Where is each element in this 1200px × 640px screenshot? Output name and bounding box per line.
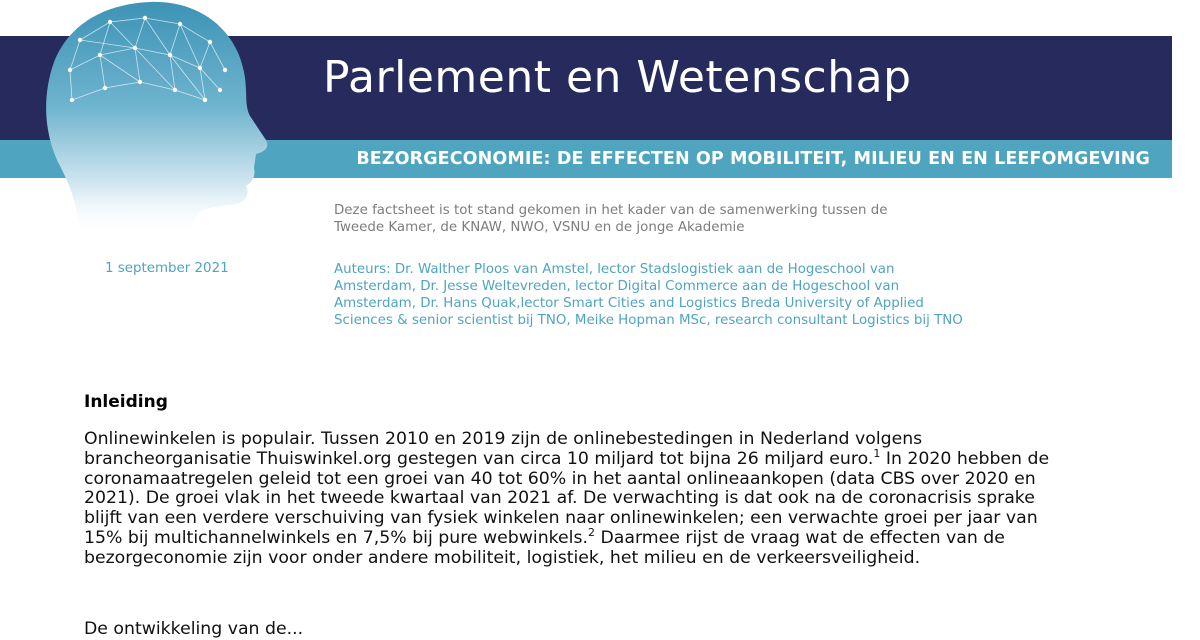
collaboration-note-line-2: Tweede Kamer, de KNAW, NWO, VSNU en de jonge Akademie [334,220,745,235]
publication-date: 1 september 2021 [105,261,229,276]
authors-list: Auteurs: Dr. Walther Ploos van Amstel, lector Stadslogistiek aan de Hogeschool van Amsterdam, Dr. Jesse Weltevreden, lector Digital Commerce aan de Hogeschool van Amsterdam, Dr. Hans Quak,lector Smart Cities and Logistics Breda University of Applied Sciences & senior scientist bij TNO, Meike Hopman MSc, research consultant Logistics bij TNO [334,262,963,328]
section-heading: Inleiding [84,392,168,412]
paragraph-text: In 2020 hebben de coronamaatregelen geleid tot een groei van 40 tot 60% in het aantal onlineaankopen (data CBS over 2020 en 2021). De groei vlak in het tweede kwartaal van 2021 af. De verwachting is dat ook na de coronacrisis sprake blijft van een verdere verschuiving van fysiek winkelen naar onlinewinkelen; een verwachte groei per jaar van 15% bij multichannelwinkels en 7,5% bij pure webwinkels. [84,448,1050,548]
brain-network-head-icon [40,0,290,240]
collaboration-note [334,202,974,244]
next-paragraph-partial: De ontwikkeling van de... [84,619,304,639]
paragraph-text: Onlinewinkelen is populair. Tussen 2010 en 2019 zijn de onlinebestedingen in Nederland volgens brancheorganisatie Thuiswinkel.org gestegen van circa 10 miljard tot bijna 26 miljard euro. [84,429,923,469]
factsheet-subtitle: BEZORGECONOMIE: DE EFFECTEN OP MOBILITEIT, MILIEU EN EN LEEFOMGEVING [356,149,1150,169]
footnote-ref-1[interactable]: 1 [873,447,881,461]
paragraph-text: Daarmee rijst de vraag wat de effecten van de bezorgeconomie zijn voor onder andere mobiliteit, logistiek, het milieu en de verkeersveiligheid. [84,527,1005,568]
intro-paragraph [84,430,1074,569]
footnote-ref-2[interactable]: 2 [587,526,595,540]
page-title: Parlement en Wetenschap [323,52,912,103]
collaboration-note-line-1: Deze factsheet is tot stand gekomen in het kader van de samenwerking tussen de [334,203,888,218]
